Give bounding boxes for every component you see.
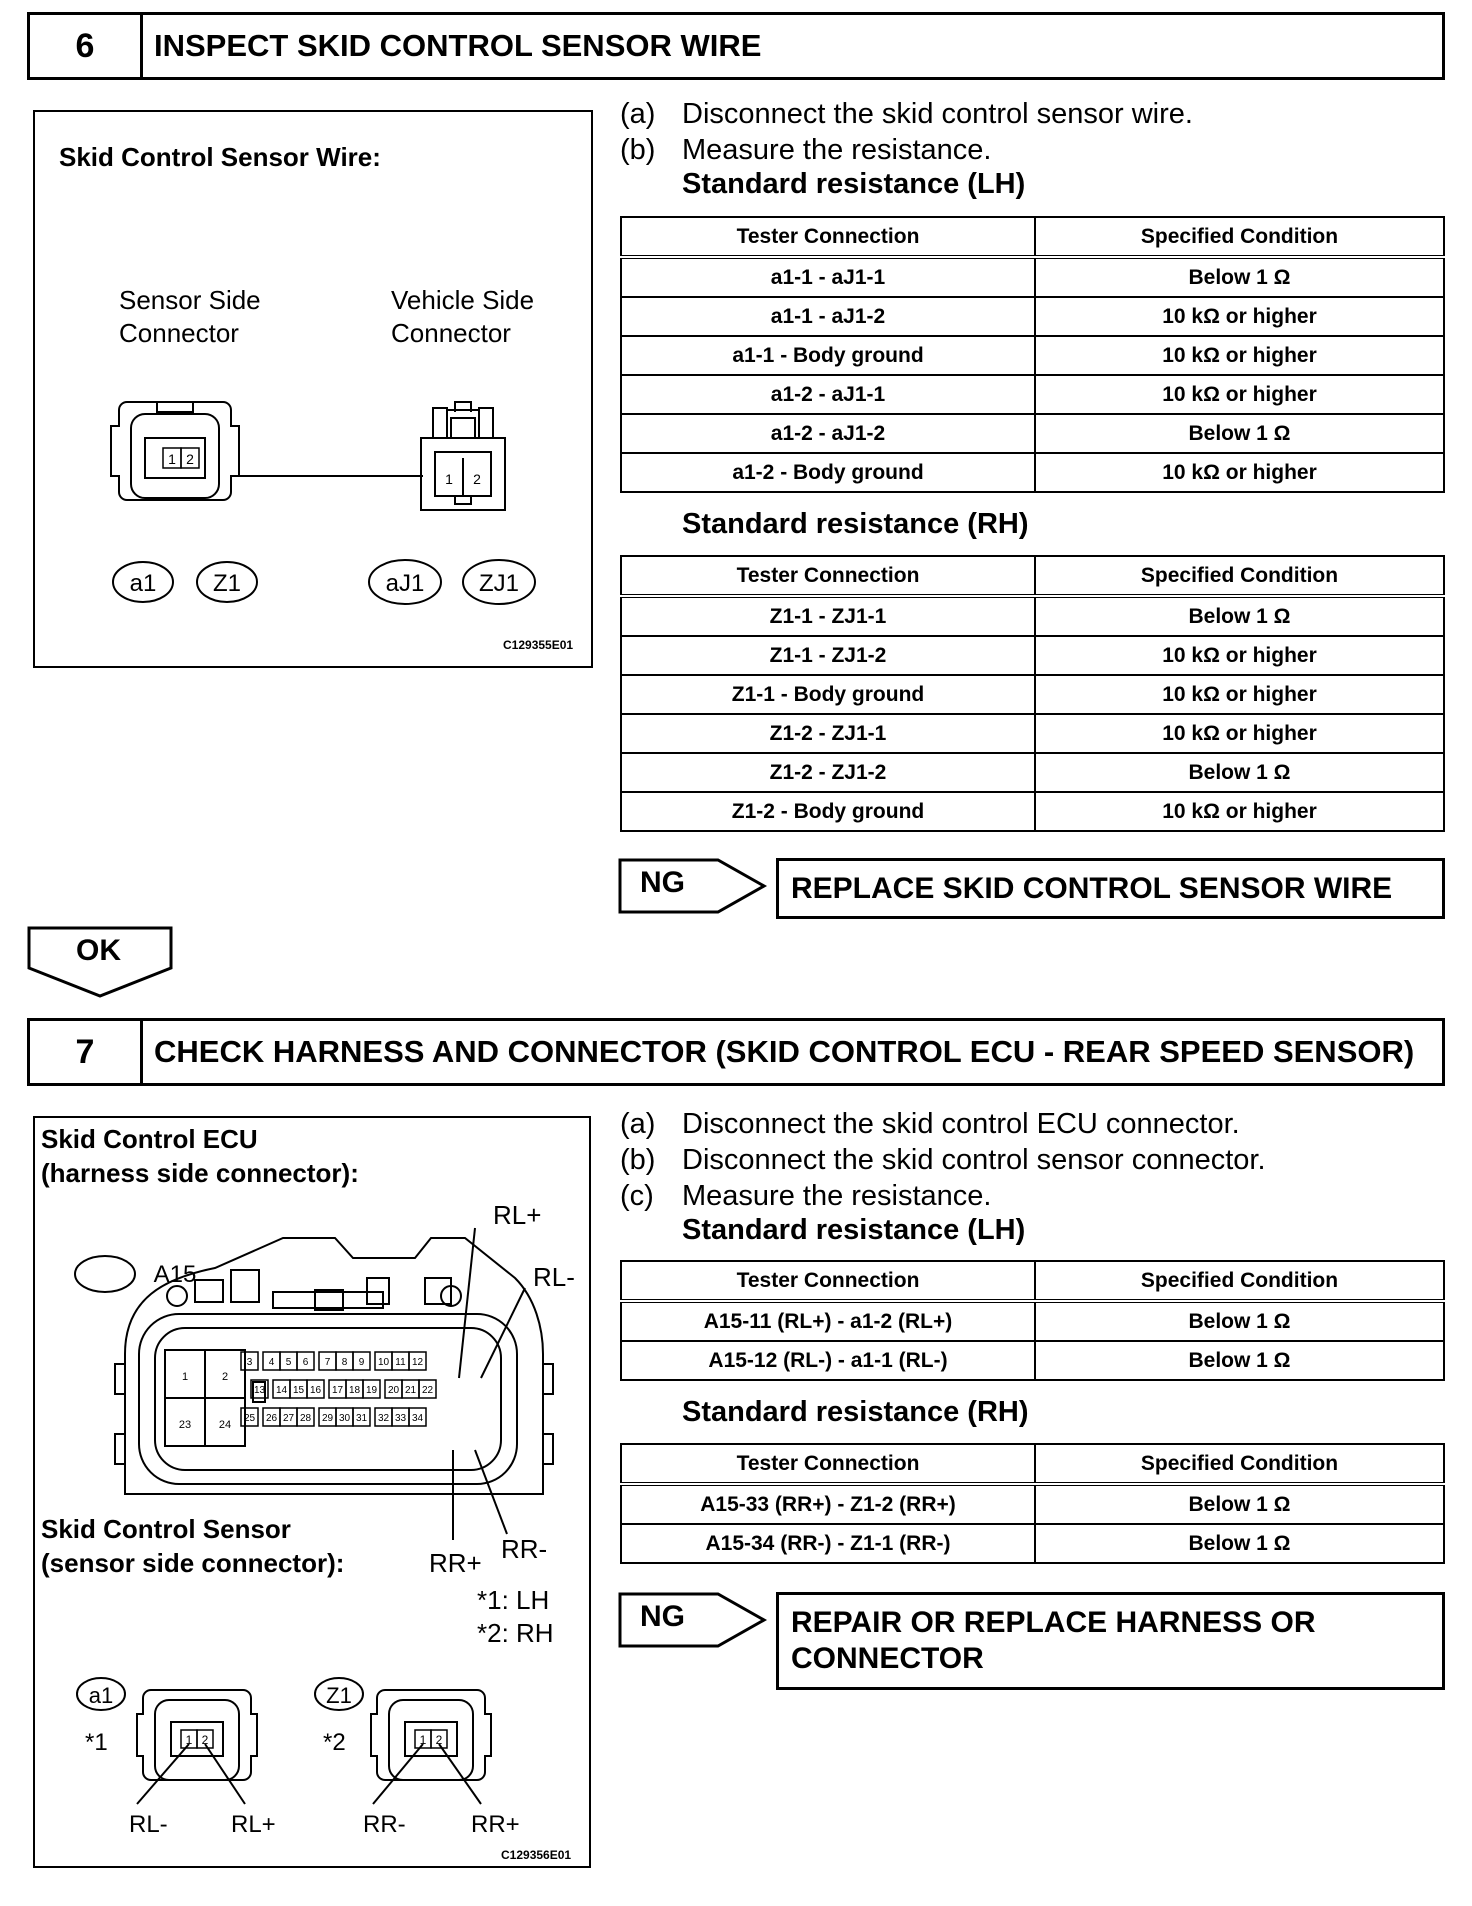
sensor-side-label: Sensor Side Connector <box>119 285 261 348</box>
label-rl-minus: RL- <box>533 1262 575 1292</box>
svg-text:2: 2 <box>435 1733 443 1747</box>
table-row: Z1-1 - ZJ1-1 Below 1 Ω <box>621 596 1444 636</box>
tag-a1: a1 <box>129 570 157 597</box>
label-rr-plus: RR+ <box>429 1548 482 1578</box>
sensor-wire-diagram <box>35 112 591 666</box>
figure-heading: Skid Control Sensor Wire: <box>59 142 381 172</box>
sensor-wire-figure <box>33 110 593 668</box>
lh-title: Standard resistance (LH) <box>682 1214 1026 1246</box>
step-6-header <box>27 12 1445 80</box>
ecu-pin-2: 2 <box>221 1371 229 1383</box>
ecu-pin-26: 26 <box>265 1413 278 1424</box>
ecu-pin-29: 29 <box>321 1413 334 1424</box>
ecu-pin-7: 7 <box>324 1357 331 1368</box>
ecu-pin-23: 23 <box>178 1419 192 1431</box>
ecu-pin-16: 16 <box>309 1385 322 1396</box>
ecu-pin-15: 15 <box>292 1385 305 1396</box>
table-row: A15-34 (RR-) - Z1-1 (RR-) Below 1 Ω <box>621 1524 1444 1563</box>
ecu-pin-32: 32 <box>377 1413 390 1424</box>
ng-label: NG <box>640 1600 685 1633</box>
ecu-pin-21: 21 <box>404 1385 417 1396</box>
step7-instructions: (a) Disconnect the skid control ECU connector. (b) Disconnect the skid control sensor connector. (c) Measure the resistance. <box>620 1108 1266 1212</box>
ecu-pin-28: 28 <box>299 1413 312 1424</box>
ecu-pin-17: 17 <box>331 1385 344 1396</box>
ecu-pin-20: 20 <box>387 1385 400 1396</box>
sensor-pin-1: 1 <box>168 451 176 467</box>
ng-result: REPLACE SKID CONTROL SENSOR WIRE <box>776 858 1445 919</box>
ecu-pin-33: 33 <box>394 1413 407 1424</box>
sensor-heading: Skid Control Sensor (sensor side connector): <box>41 1514 345 1578</box>
tag-z1: Z1 <box>212 570 242 597</box>
vehicle-pin-2: 2 <box>473 471 481 487</box>
table-row: a1-1 - aJ1-1 Below 1 Ω <box>621 257 1444 297</box>
ecu-pin-9: 9 <box>358 1357 365 1368</box>
label-rl-plus: RL+ <box>493 1200 542 1230</box>
rh-title: Standard resistance (RH) <box>682 508 1029 540</box>
table-row: a1-2 - aJ1-2 Below 1 Ω <box>621 414 1444 453</box>
ecu-heading: Skid Control ECU (harness side connector): <box>41 1124 359 1188</box>
table-row: Z1-1 - ZJ1-2 10 kΩ or higher <box>621 636 1444 675</box>
table-row: a1-2 - Body ground 10 kΩ or higher <box>621 453 1444 492</box>
tag-a15: A15 <box>153 1261 197 1288</box>
ecu-pin-11: 11 <box>395 1357 406 1368</box>
ecu-pin-13: 13 <box>253 1385 266 1396</box>
ecu-pin-5: 5 <box>285 1357 292 1368</box>
lh-title: Standard resistance (LH) <box>682 168 1026 200</box>
figure-code: C129356E01 <box>501 1848 572 1862</box>
label-rr-plus-sensor: RR+ <box>471 1811 520 1838</box>
table-row: a1-1 - aJ1-2 10 kΩ or higher <box>621 297 1444 336</box>
ecu-pin-14: 14 <box>275 1385 288 1396</box>
ecu-pin-8: 8 <box>341 1357 348 1368</box>
ecu-pin-22: 22 <box>421 1385 434 1396</box>
table-row: A15-11 (RL+) - a1-2 (RL+) Below 1 Ω <box>621 1301 1444 1341</box>
mark-1: *1 <box>85 1729 108 1756</box>
label-rr-minus-sensor: RR- <box>363 1811 406 1838</box>
ecu-pin-25: 25 <box>243 1413 256 1424</box>
rh-title: Standard resistance (RH) <box>682 1396 1029 1428</box>
step6-rh-table: Tester Connection Specified Condition Z1-1 - ZJ1-1 Below 1 Ω Z1-1 - ZJ1-2 10 kΩ or higher Z1-1 - Body ground 10 kΩ or higher Z1-2 - ZJ1-1 10 kΩ or higher Z1-2 - ZJ1-2 Below 1 Ω Z1-2 - Body ground 10 kΩ or higher <box>620 555 1445 832</box>
ecu-pin-12: 12 <box>411 1357 424 1368</box>
ng-label: NG <box>640 866 685 899</box>
ecu-pin-34: 34 <box>411 1413 424 1424</box>
step-7-header <box>27 1018 1445 1086</box>
sensor-pin-2: 2 <box>186 451 194 467</box>
ecu-pin-30: 30 <box>338 1413 351 1424</box>
ok-label: OK <box>76 934 121 967</box>
ecu-pin-19: 19 <box>365 1385 378 1396</box>
ng-result: REPAIR OR REPLACE HARNESS OR CONNECTOR <box>776 1592 1445 1690</box>
step6-lh-table: Tester Connection Specified Condition a1-1 - aJ1-1 Below 1 Ω a1-1 - aJ1-2 10 kΩ or higher a1-1 - Body ground 10 kΩ or higher a1-2 - aJ1-1 10 kΩ or higher a1-2 - aJ1-2 Below 1 Ω a1-2 - Body ground 10 kΩ or higher <box>620 216 1445 493</box>
table-row: A15-33 (RR+) - Z1-2 (RR+) Below 1 Ω <box>621 1484 1444 1524</box>
ecu-connector-diagram <box>35 1118 589 1866</box>
label-rl-plus-sensor: RL+ <box>231 1811 276 1838</box>
ecu-pin-grid <box>179 1352 436 1431</box>
table-row: Z1-1 - Body ground 10 kΩ or higher <box>621 675 1444 714</box>
table-row: A15-12 (RL-) - a1-1 (RL-) Below 1 Ω <box>621 1341 1444 1380</box>
ecu-pin-3: 3 <box>246 1357 253 1368</box>
label-rr-minus: RR- <box>501 1534 548 1564</box>
step-number: 7 <box>30 1021 143 1083</box>
svg-text:1: 1 <box>419 1733 427 1747</box>
ecu-pin-10: 10 <box>377 1357 390 1368</box>
svg-text:2: 2 <box>201 1733 209 1747</box>
table-row: Z1-2 - ZJ1-1 10 kΩ or higher <box>621 714 1444 753</box>
step-title: CHECK HARNESS AND CONNECTOR (SKID CONTROL ECU - REAR SPEED SENSOR) <box>154 1034 1415 1069</box>
ecu-pin-27: 27 <box>282 1413 295 1424</box>
ecu-pin-4: 4 <box>268 1357 275 1368</box>
step7-lh-table: Tester Connection Specified Condition A15-11 (RL+) - a1-2 (RL+) Below 1 Ω A15-12 (RL-) - a1-1 (RL-) Below 1 Ω <box>620 1260 1445 1381</box>
table-row: Z1-2 - ZJ1-2 Below 1 Ω <box>621 753 1444 792</box>
step7-rh-table: Tester Connection Specified Condition A15-33 (RR+) - Z1-2 (RR+) Below 1 Ω A15-34 (RR-) - Z1-1 (RR-) Below 1 Ω <box>620 1443 1445 1564</box>
table-row: a1-1 - Body ground 10 kΩ or higher <box>621 336 1444 375</box>
step6-instructions: (a) Disconnect the skid control sensor wire. (b) Measure the resistance. <box>620 98 1193 166</box>
step-number: 6 <box>30 15 143 77</box>
table-row: a1-2 - aJ1-1 10 kΩ or higher <box>621 375 1444 414</box>
table-row: Z1-2 - Body ground 10 kΩ or higher <box>621 792 1444 831</box>
step-title: INSPECT SKID CONTROL SENSOR WIRE <box>154 28 762 63</box>
tag-zj1: ZJ1 <box>478 570 520 597</box>
svg-text:1: 1 <box>185 1733 193 1747</box>
ecu-pin-18: 18 <box>348 1385 361 1396</box>
label-rl-minus-sensor: RL- <box>129 1811 168 1838</box>
tag-z1: Z1 <box>326 1683 352 1708</box>
ecu-pin-31: 31 <box>355 1413 368 1424</box>
ecu-pin-6: 6 <box>302 1357 309 1368</box>
tag-a1: a1 <box>88 1683 114 1708</box>
lh-rh-notes: *1: LH *2: RH <box>477 1585 554 1648</box>
tag-aj1: aJ1 <box>385 570 425 597</box>
mark-2: *2 <box>323 1729 346 1756</box>
vehicle-side-label: Vehicle Side Connector <box>391 285 535 348</box>
figure-code: C129355E01 <box>503 638 574 652</box>
ecu-pin-1: 1 <box>181 1371 189 1383</box>
vehicle-pin-1: 1 <box>445 471 453 487</box>
harness-figure <box>33 1116 591 1868</box>
ecu-pin-24: 24 <box>218 1419 232 1431</box>
